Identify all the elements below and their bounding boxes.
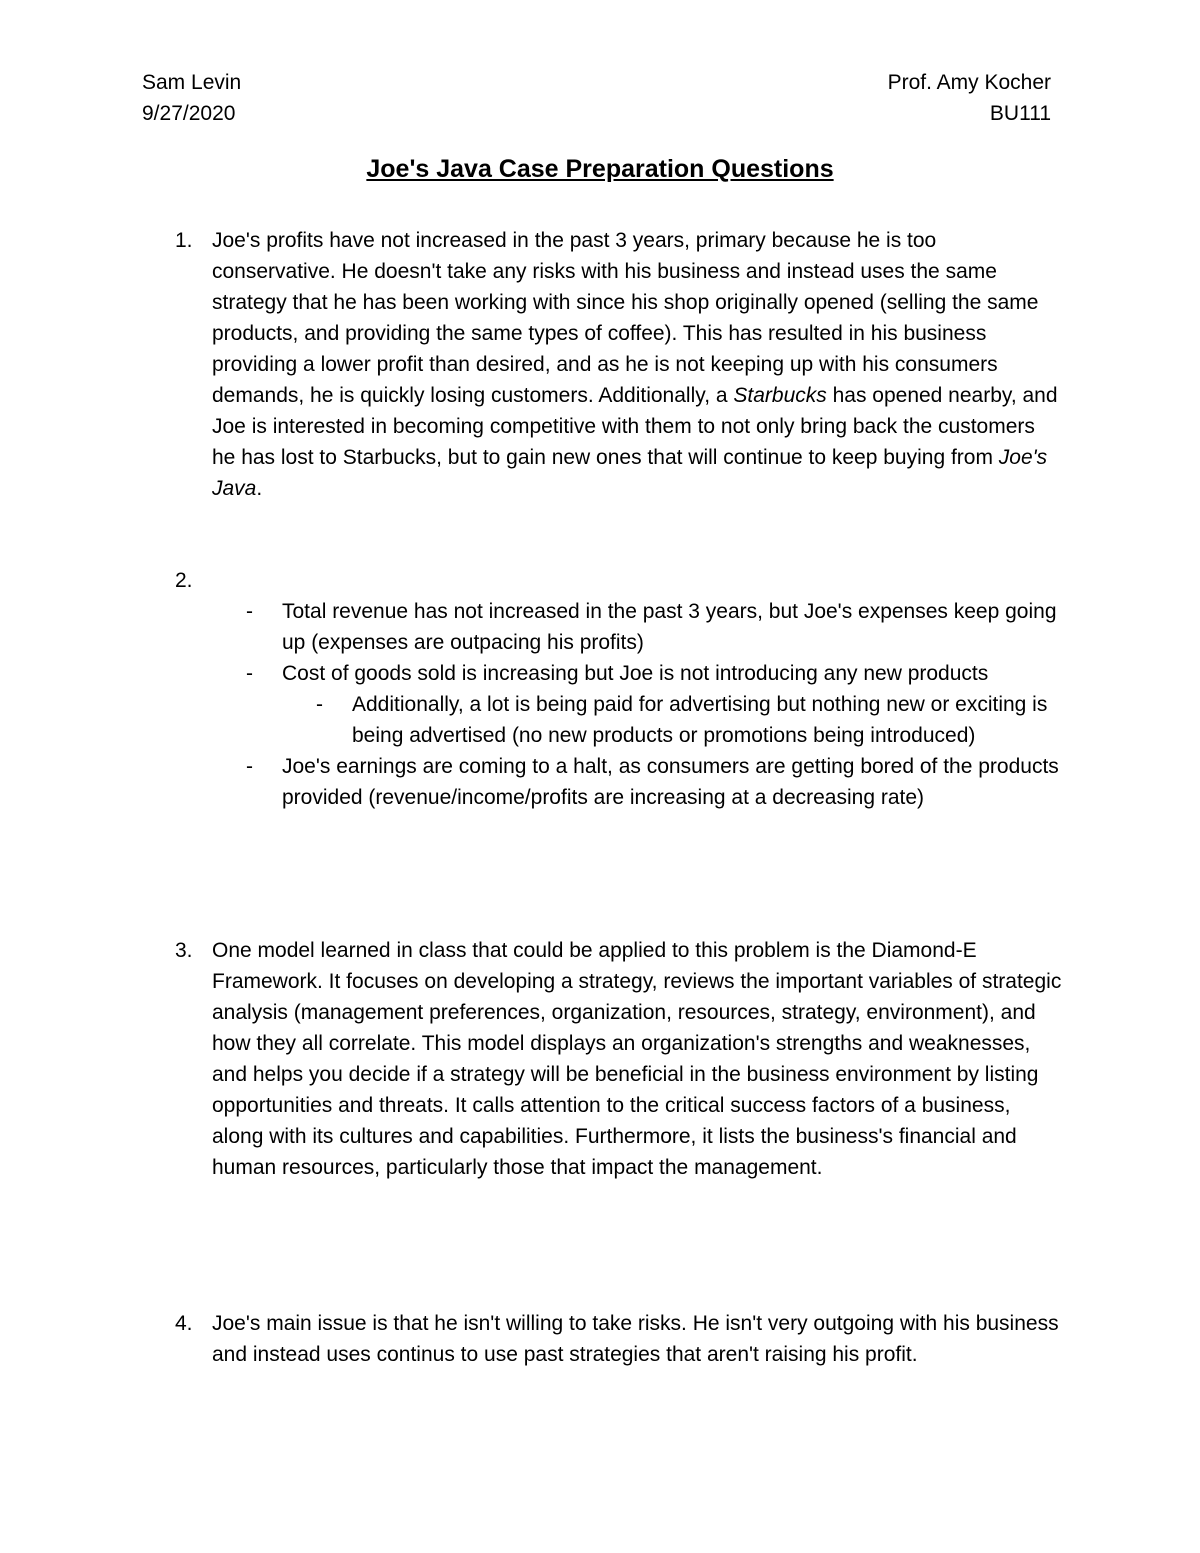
answer-body <box>212 225 1062 504</box>
answer-text: has opened nearby, and Joe is interested in becoming competitive with them to not only bring back the customers he has lost to Starbucks, but to gain new ones that will continue to keep buying from <box>212 384 1058 469</box>
list-item <box>246 658 1062 689</box>
question-number: 3. <box>175 939 193 962</box>
answer-body <box>212 596 1062 813</box>
answer-paragraph: One model learned in class that could be applied to this problem is the Diamond-E Framework. It focuses on developing a strategy, reviews the important variables of strategic analysis (management preferences, organization, resources, strategy, environment), and how they all correlate. This model displays an organization's strengths and weaknesses, and helps you decide if a strategy will be beneficial in the business environment by listing opportunities and threats. It calls attention to the critical success factors of a business, along with its cultures and capabilities. Furthermore, it lists the business's financial and human resources, particularly those that impact the management. <box>212 939 1062 1179</box>
list-item <box>246 596 1062 658</box>
answer-body <box>212 935 1062 1183</box>
list-item <box>246 751 1062 813</box>
answer-body <box>212 1308 1062 1370</box>
answer-paragraph: Joe's main issue is that he isn't willing to take risks. He isn't very outgoing with his business and instead uses continus to use past strategies that aren't raising his profit. <box>212 1312 1059 1366</box>
list-item-nested <box>316 689 1062 751</box>
answer-text: . <box>256 477 263 500</box>
header-left <box>142 67 241 129</box>
professor-name: Prof. Amy Kocher <box>887 71 1051 94</box>
document-date: 9/27/2020 <box>142 102 236 125</box>
answer-paragraph <box>212 225 1062 504</box>
header-right <box>888 67 1051 129</box>
bullet-dash: - <box>246 755 253 778</box>
list-item-text: Cost of goods sold is increasing but Joe is not introducing any new products <box>282 662 989 685</box>
bullet-dash: - <box>246 600 253 623</box>
course-code: BU111 <box>989 102 1051 125</box>
answer-text: Joe's profits have not increased in the past 3 years, primary because he is too conservative. He doesn't take any risks with his business and instead uses the same strategy that he has been working with since his shop originally opened (selling the same products, and providing the same types of coffee). This has resulted in his business providing a lower profit than desired, and as he is not keeping up with his consumers demands, he is quickly losing customers. Additionally, a <box>212 229 1039 407</box>
list-item-text: Additionally, a lot is being paid for advertising but nothing new or exciting is being advertised (no new products or promotions being introduced) <box>352 693 1048 747</box>
question-number: 2. <box>175 569 193 592</box>
company-name-starbucks: Starbucks <box>733 384 827 407</box>
company-name-joes-java: Joe's Java <box>212 446 1048 500</box>
list-item-text: Total revenue has not increased in the past 3 years, but Joe's expenses keep going up (expenses are outpacing his profits) <box>282 600 1057 654</box>
document-title: Joe's Java Case Preparation Questions <box>366 155 834 183</box>
list-item-text: Joe's earnings are coming to a halt, as consumers are getting bored of the products provided (revenue/income/profits are increasing at a decreasing rate) <box>282 755 1059 809</box>
student-name: Sam Levin <box>142 71 242 94</box>
bullet-dash: - <box>316 693 323 716</box>
question-number: 4. <box>175 1312 193 1335</box>
question-number: 1. <box>175 229 193 252</box>
bullet-dash: - <box>246 662 253 685</box>
